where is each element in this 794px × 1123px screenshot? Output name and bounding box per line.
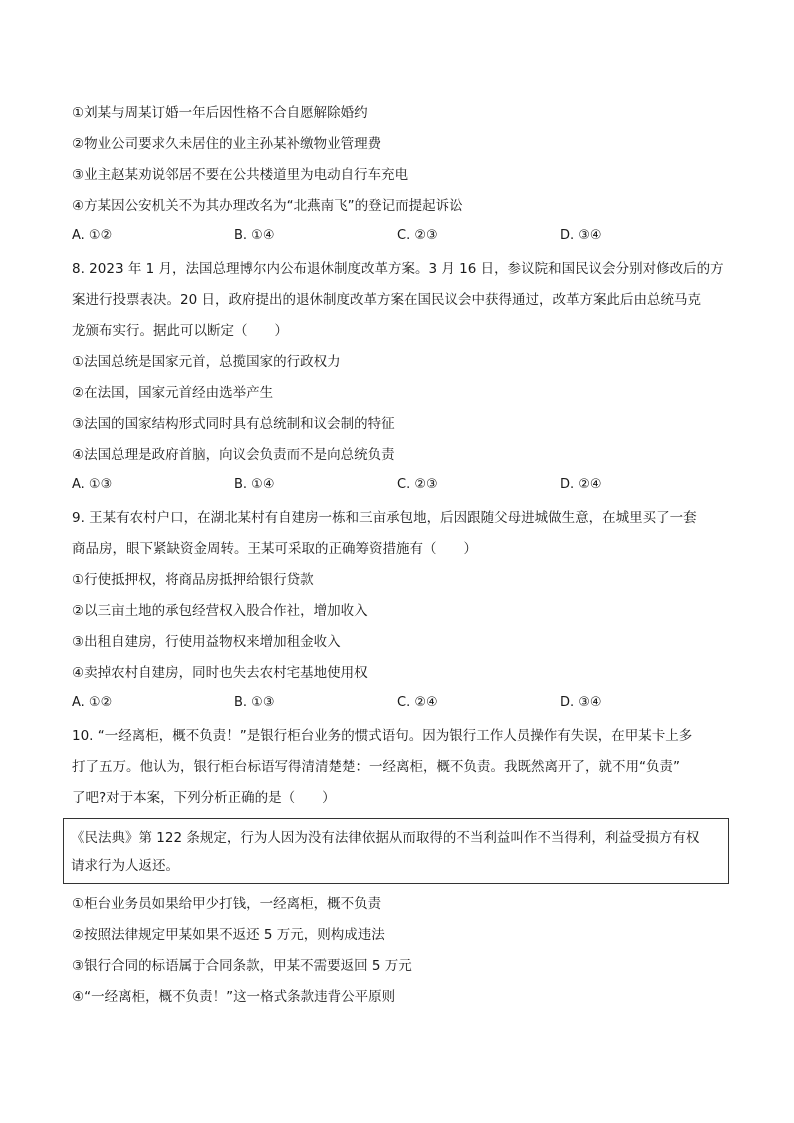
q9-item-4: ④卖掉农村自建房，同时也失去农村宅基地使用权: [72, 665, 368, 681]
q8-option-b[interactable]: B. ①④: [234, 477, 275, 492]
q8-option-c[interactable]: C. ②③: [397, 477, 438, 492]
q10-item-2: ②按照法律规定甲某如果不返还 5 万元，则构成违法: [72, 927, 385, 943]
q8-item-1: ①法国总统是国家元首，总揽国家的行政权力: [72, 354, 341, 370]
q7-options: [72, 228, 732, 248]
q7-item-3: ③业主赵某劝说邻居不要在公共楼道里为电动自行车充电: [72, 167, 409, 183]
q10-item-3: ③银行合同的标语属于合同条款，甲某不需要返回 5 万元: [72, 958, 412, 974]
q9-option-b[interactable]: B. ①③: [234, 695, 275, 710]
q7-option-b[interactable]: B. ①④: [234, 228, 275, 243]
q9-option-c[interactable]: C. ②④: [397, 695, 438, 710]
q7-item-1: ①刘某与周某订婚一年后因性格不合自愿解除婚约: [72, 105, 368, 121]
q7-option-d[interactable]: D. ③④: [560, 228, 602, 243]
q8-stem-line-3: 龙颁布实行。据此可以断定（ ）: [72, 323, 288, 339]
q8-options: [72, 477, 732, 497]
q10-stem-line-2: 打了五万。他认为，银行柜台标语写得清清楚楚：一经离柜，概不负责。我既然离开了，就不用“负责”: [72, 759, 680, 775]
q9-option-d[interactable]: D. ③④: [560, 695, 602, 710]
q10-item-4: ④“一经离柜，概不负责！”这一格式条款违背公平原则: [72, 989, 396, 1005]
q9-stem-line-2: 商品房，眼下紧缺资金周转。王某可采取的正确筹资措施有（ ）: [72, 541, 477, 557]
legal-excerpt-line-2: 请求行为人返还。: [71, 858, 179, 874]
q9-item-2: ②以三亩土地的承包经营权入股合作社，增加收入: [72, 603, 368, 619]
q8-stem-line-1: 8. 2023 年 1 月，法国总理博尔内公布退休制度改革方案。3 月 16 日，参议院和国民议会分别对修改后的方: [72, 261, 724, 277]
q8-item-4: ④法国总理是政府首脑，向议会负责而不是向总统负责: [72, 447, 395, 463]
q10-stem-line-3: 了吧?对于本案，下列分析正确的是（ ）: [72, 790, 336, 806]
q9-stem-line-1: 9. 王某有农村户口，在湖北某村有自建房一栋和三亩承包地，后因跟随父母进城做生意，在城里买了一套: [72, 510, 697, 526]
q8-item-3: ③法国的国家结构形式同时具有总统制和议会制的特征: [72, 416, 395, 432]
q9-option-a[interactable]: A. ①②: [72, 695, 113, 710]
q10-item-1: ①柜台业务员如果给甲少打钱，一经离柜，概不负责: [72, 896, 382, 912]
legal-excerpt-box: [63, 818, 729, 884]
q9-item-3: ③出租自建房，行使用益物权来增加租金收入: [72, 634, 341, 650]
q7-item-2: ②物业公司要求久未居住的业主孙某补缴物业管理费: [72, 136, 382, 152]
q8-option-a[interactable]: A. ①③: [72, 477, 113, 492]
q8-option-d[interactable]: D. ②④: [560, 477, 602, 492]
q10-stem-line-1: 10. “一经离柜，概不负责！”是银行柜台业务的惯式语句。因为银行工作人员操作有失误，在甲某卡上多: [72, 728, 693, 744]
q7-option-a[interactable]: A. ①②: [72, 228, 113, 243]
q9-options: [72, 695, 732, 715]
q8-item-2: ②在法国，国家元首经由选举产生: [72, 385, 274, 401]
legal-excerpt-line-1: 《民法典》第 122 条规定，行为人因为没有法律依据从而取得的不当利益叫作不当得利，利益受损方有权: [71, 830, 700, 846]
q7-item-4: ④方某因公安机关不为其办理改名为“北燕南飞”的登记而提起诉讼: [72, 198, 463, 214]
q7-option-c[interactable]: C. ②③: [397, 228, 438, 243]
q9-item-1: ①行使抵押权，将商品房抵押给银行贷款: [72, 572, 314, 588]
q8-stem-line-2: 案进行投票表决。20 日，政府提出的退休制度改革方案在国民议会中获得通过，改革方案此后由总统马克: [72, 292, 701, 308]
